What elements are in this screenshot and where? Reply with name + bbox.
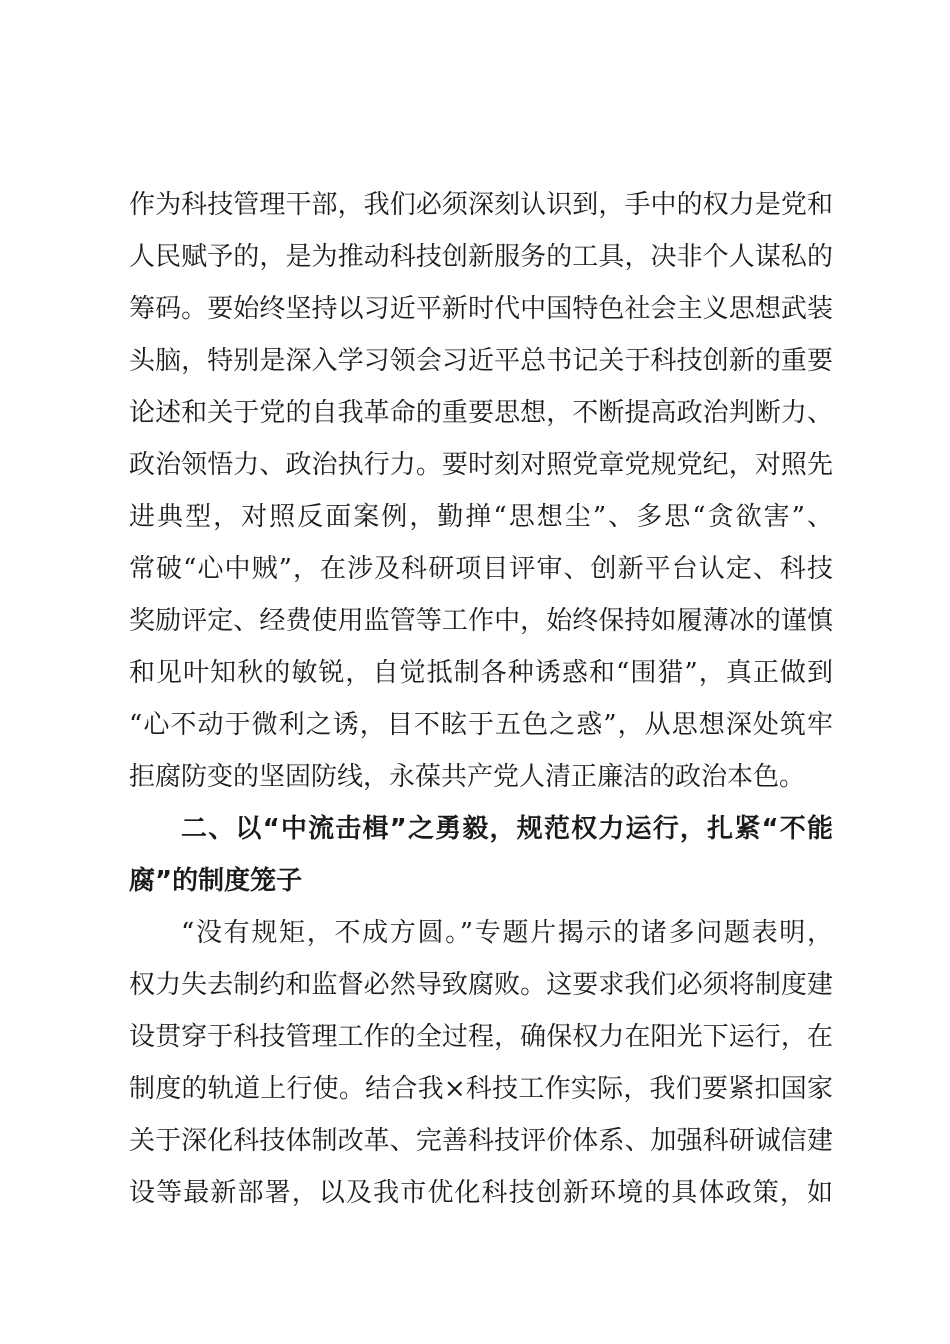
body-text-line: 制度的轨道上行使。结合我×科技工作实际，我们要紧扣国家 — [129, 1074, 833, 1104]
body-text-line: 权力失去制约和监督必然导致腐败。这要求我们必须将制度建 — [129, 970, 833, 1000]
section-heading-line: 二、以“中流击楫”之勇毅，规范权力运行，扎紧“不能 — [181, 814, 833, 844]
body-text-line: 设贯穿于科技管理工作的全过程，确保权力在阳光下运行，在 — [129, 1022, 833, 1052]
body-text-line: 关于深化科技体制改革、完善科技评价体系、加强科研诚信建 — [129, 1126, 833, 1156]
section-heading-line: 腐”的制度笼子 — [129, 866, 303, 896]
body-text-line: 常破“心中贼”，在涉及科研项目评审、创新平台认定、科技 — [129, 554, 833, 584]
body-text-line: “心不动于微利之诱，目不眩于五色之惑”，从思想深处筑牢 — [129, 710, 833, 740]
body-text-line: 和见叶知秋的敏锐，自觉抵制各种诱惑和“围猎”，真正做到 — [129, 658, 833, 688]
body-text-line: 拒腐防变的坚固防线，永葆共产党人清正廉洁的政治本色。 — [129, 762, 806, 792]
body-text-line: 进典型，对照反面案例，勤掸“思想尘”、多思“贪欲害”、 — [129, 502, 833, 532]
body-text-line: 设等最新部署，以及我市优化科技创新环境的具体政策，如 — [129, 1178, 833, 1208]
body-text-line: “没有规矩，不成方圆。”专题片揭示的诸多问题表明， — [181, 918, 833, 948]
body-text-line: 论述和关于党的自我革命的重要思想，不断提高政治判断力、 — [129, 398, 833, 428]
body-text-line: 筹码。要始终坚持以习近平新时代中国特色社会主义思想武装 — [129, 294, 833, 324]
body-text-line: 人民赋予的，是为推动科技创新服务的工具，决非个人谋私的 — [129, 242, 833, 272]
body-text-line: 政治领悟力、政治执行力。要时刻对照党章党规党纪，对照先 — [129, 450, 833, 480]
body-text-line: 头脑，特别是深入学习领会习近平总书记关于科技创新的重要 — [129, 346, 833, 376]
body-text-line: 作为科技管理干部，我们必须深刻认识到，手中的权力是党和 — [129, 190, 833, 220]
body-text-line: 奖励评定、经费使用监管等工作中，始终保持如履薄冰的谨慎 — [129, 606, 833, 636]
